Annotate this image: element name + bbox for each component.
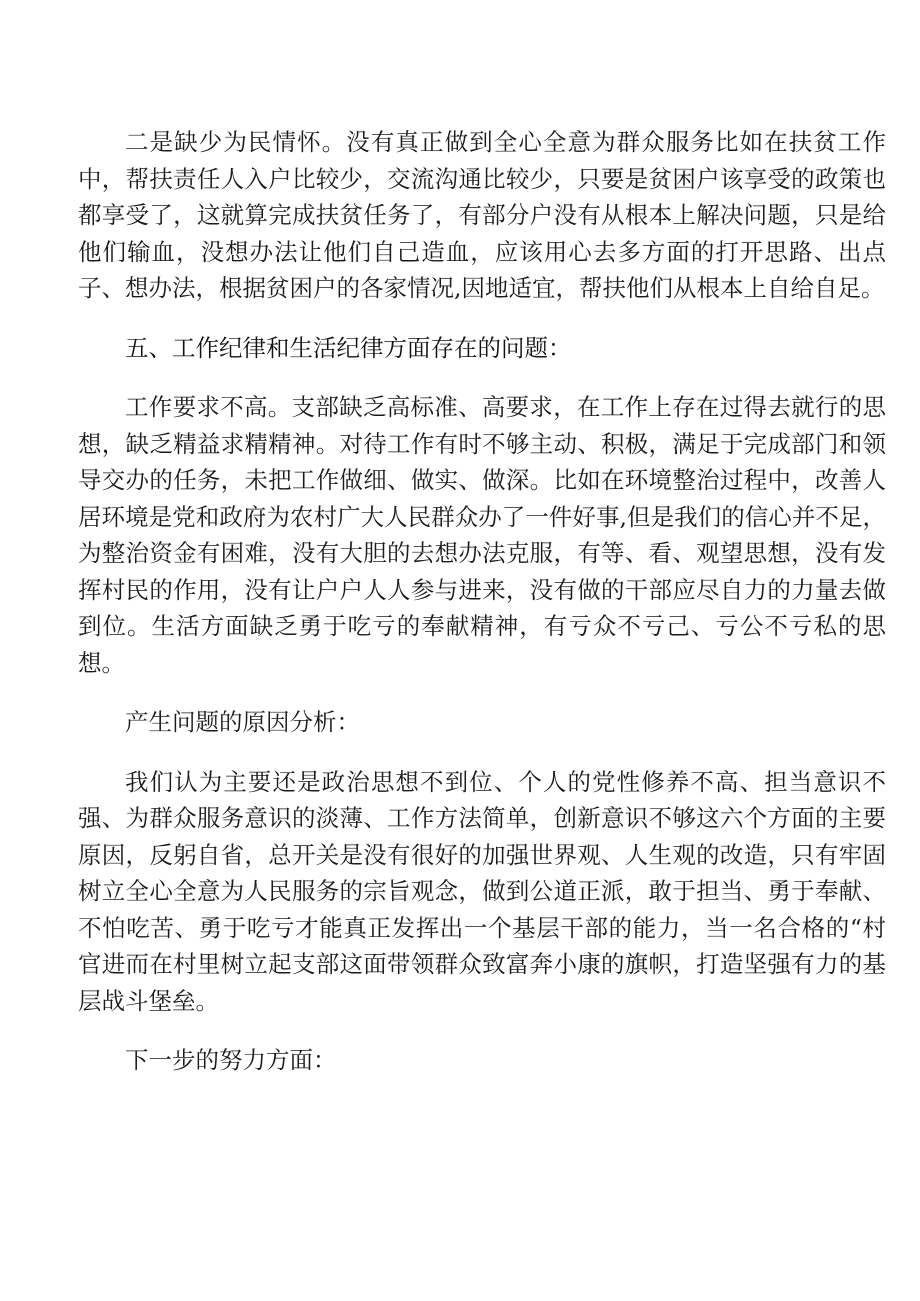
paragraph-work-requirements: 工作要求不高。支部缺乏高标准、高要求，在工作上存在过得去就行的思想，缺乏精益求精精神。对待工作有时不够主动、积极，满足于完成部门和领导交办的任务，未把工作做细、做实、做深。比如在环境整治过程中，改善人居环境是党和政府为农村广大人民群众办了一件好事,但是我们的信心并不足，为整治资金有困难，没有大胆的去想办法克服，有等、看、观望思想，没有发挥村民的作用，没有让户户人人参与进来，没有做的干部应尽自力的力量去做到位。生活方面缺乏勇于吃亏的奉献精神，有亏众不亏己、亏公不亏私的思想。	[78, 393, 886, 677]
paragraph-lack-of-public-care: 二是缺少为民情怀。没有真正做到全心全意为群众服务比如在扶贫工作中，帮扶责任人入户比较少，交流沟通比较少，只要是贫困户该享受的政策也都享受了，这就算完成扶贫任务了，有部分户没有从根本上解决问题，只是给他们输血，没想办法让他们自己造血，应该用心去多方面的打开思路、出点子、想办法，根据贫困户的各家情况,因地适宜，帮扶他们从根本上自给自足。	[78, 128, 886, 302]
section-heading-5: 五、工作纪律和生活纪律方面存在的问题：	[125, 333, 572, 362]
subheading-cause-analysis: 产生问题的原因分析：	[125, 708, 360, 736]
document-body	[78, 124, 886, 1102]
paragraph-cause-analysis: 我们认为主要还是政治思想不到位、个人的党性修养不高、担当意识不强、为群众服务意识的淡薄、工作方法简单，创新意识不够这六个方面的主要原因，反躬自省，总开关是没有很好的加强世界观、人生观的改造，只有牢固树立全心全意为人民服务的宗旨观念，做到公道正派，敢于担当、勇于奉献、不怕吃苦、勇于吃亏才能真正发挥出一个基层干部的能力，当一名合格的“村官进而在村里树立起支部这面带领群众致富奔小康的旗帜，打造坚强有力的基层战斗堡垒。	[78, 767, 886, 1015]
subheading-next-steps: 下一步的努力方面：	[125, 1046, 337, 1074]
